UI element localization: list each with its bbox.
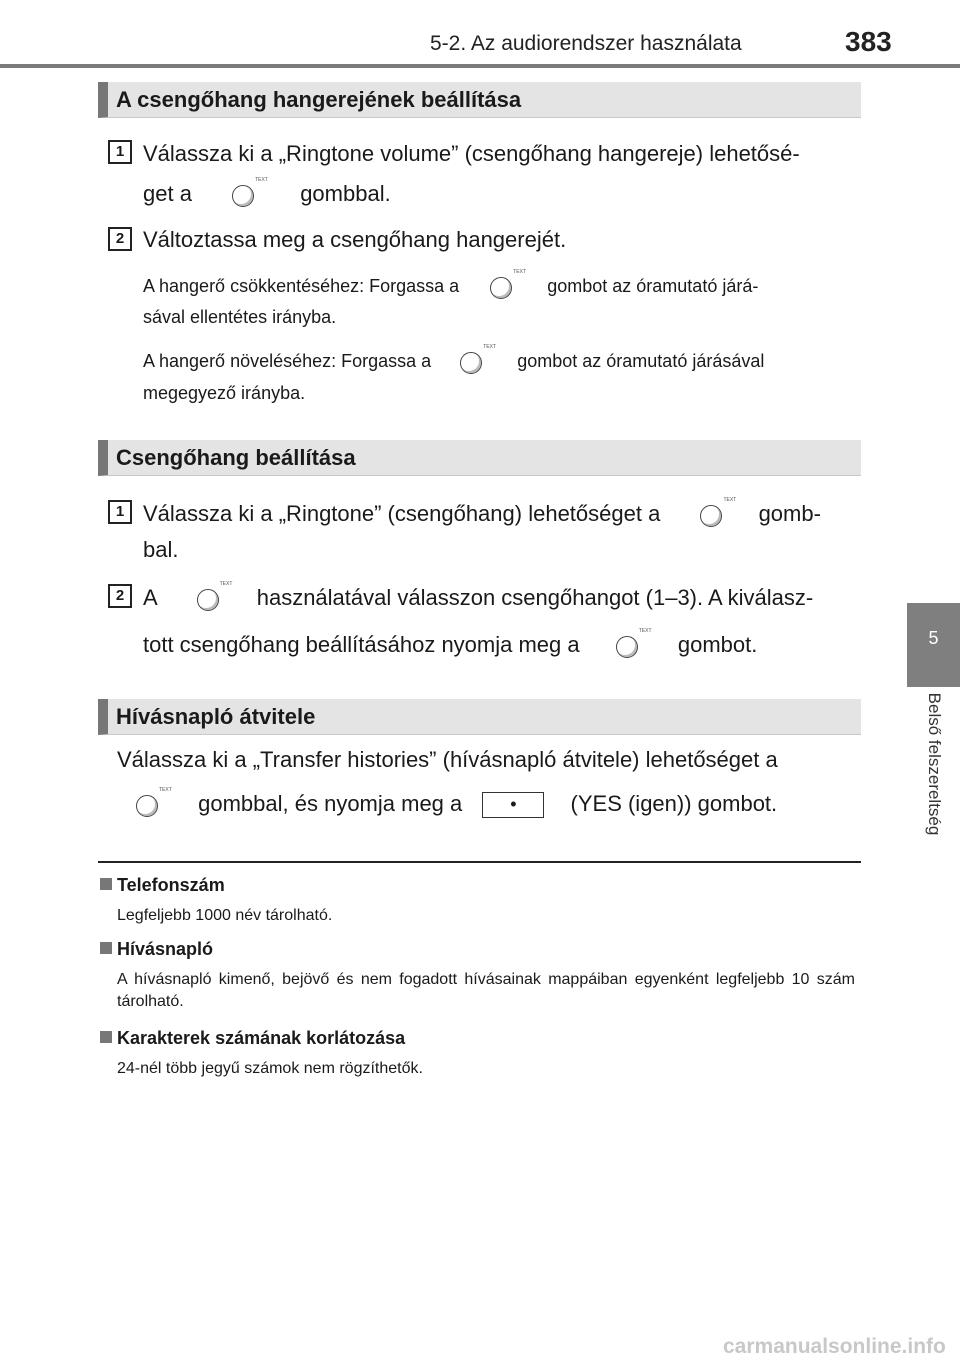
tune-knob-icon [226,180,276,210]
section-title: A csengőhang hangerejének beállítása [116,87,522,112]
section-title: Csengőhang beállítása [116,445,356,470]
note-title-text: Hívásnapló [117,939,214,959]
text: A hangerő csökkentéséhez: Forgassa a [143,275,460,296]
tune-knob-icon [484,272,534,302]
section-title: Hívásnapló átvitele [116,704,316,729]
step-text-continued: bal. [143,537,179,562]
square-bullet-icon [100,942,112,954]
chapter-label: Belső felszereltség [925,692,944,836]
step-badge: 1 [108,140,132,164]
section-transfer-history-heading [98,699,861,735]
text: gomb- [758,500,821,526]
yes-button-icon: • [482,792,544,818]
tune-knob-icon [191,584,241,614]
note-title-text: Telefonszám [117,875,225,895]
tune-knob-icon [130,790,180,820]
note-title-text: Karakterek számának korlátozása [117,1028,406,1048]
text: gombot az óramutató járá- [547,275,759,296]
text: A hangerő növeléséhez: Forgassa a [143,350,432,371]
note-title [100,939,213,960]
text: A [143,584,157,610]
step-text [143,584,858,614]
sub-text-continued: megegyező irányba. [143,383,306,403]
chapter-number: 5 [928,628,939,648]
square-bullet-icon [100,1031,112,1043]
sub-text [143,347,858,377]
step-text: Változtassa meg a csengőhang hangerejét. [143,227,567,252]
divider [98,861,861,863]
note-title [100,1028,405,1049]
step-text-continued [143,180,858,210]
header-rule [0,64,960,68]
sub-text [143,272,858,302]
tune-knob-icon [610,631,660,661]
sub-text-continued: sával ellentétes irányba. [143,307,337,327]
section-ringtone-heading [98,440,861,476]
footer-watermark: carmanualsonline.info [723,1335,946,1358]
text: get a [143,180,192,206]
header-title: 5-2. Az audiorendszer használata [430,32,742,55]
square-bullet-icon [100,878,112,890]
tune-knob-icon [454,347,504,377]
text: gombot az óramutató járásával [517,350,765,371]
step-text [143,500,858,530]
paragraph-text: Válassza ki a „Transfer histories” (hívásnapló átvitele) lehetőséget a [117,747,778,772]
step-text: Válassza ki a „Ringtone volume” (csengőhang hangereje) lehetősé- [143,141,800,166]
step-badge: 2 [108,227,132,251]
paragraph-text-continued [130,790,845,820]
note-text: 24-nél több jegyű számok nem rögzíthetők. [117,1060,423,1077]
page-number: 383 [845,26,892,57]
text: használatával válasszon csengőhangot (1–3). A kiválasz- [256,584,814,610]
step-text-continued [143,631,858,661]
step-badge: 1 [108,500,132,524]
text: gombot. [677,631,758,657]
section-ringtone-volume-heading [98,82,861,118]
text: gombbal, és nyomja meg a [198,790,463,816]
note-title [100,875,225,896]
text: Válassza ki a „Ringtone” (csengőhang) lehetőséget a [143,500,661,526]
step-badge: 2 [108,584,132,608]
text: gombbal. [300,180,391,206]
text: (YES (igen)) gombot. [570,790,778,816]
text: tott csengőhang beállításához nyomja meg a [143,631,580,657]
tune-knob-icon [694,500,744,530]
note-text: Legfeljebb 1000 név tárolható. [117,907,333,924]
note-text: A hívásnapló kimenő, bejövő és nem fogadott hívásainak mappáiban egyenként legfeljebb 10 szám tárolható. [117,971,855,1010]
